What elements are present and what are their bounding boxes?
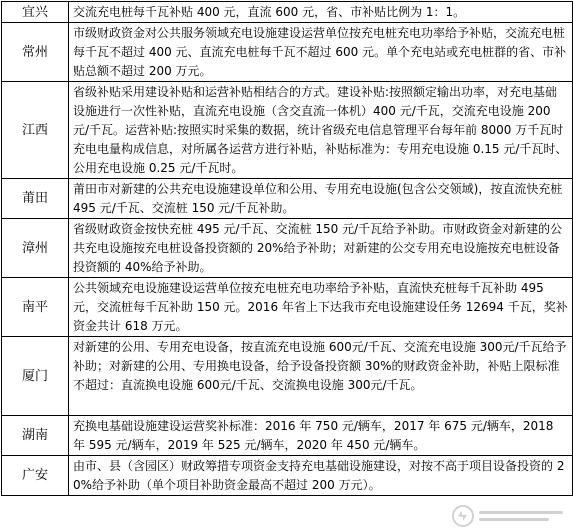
region-cell: 常州 <box>2 23 69 82</box>
table-row <box>2 278 573 337</box>
document-page <box>0 1 573 532</box>
policy-cell: 充换电基础设施建设运营奖补标准：2016 年 750 元/辆车，2017 年 675 元/辆车，2018 年 595 元/辆车，2019 年 525 元/辆车，2020 年 450 元/辆车。 <box>69 416 573 456</box>
table-row <box>2 219 573 278</box>
table-row <box>2 2 573 23</box>
region-cell: 湖南 <box>2 416 69 456</box>
region-cell: 厦门 <box>2 337 69 416</box>
table-row <box>2 179 573 219</box>
region-cell: 宜兴 <box>2 2 69 23</box>
table-row <box>2 337 573 416</box>
region-cell: 莆田 <box>2 179 69 219</box>
policy-cell: 莆田市对新建的公共充电设施建设单位和公用、专用充电设施(包含公交领域)，按直流快充桩 495 元/千瓦、交流桩 150 元/千瓦补助。 <box>69 179 573 219</box>
policy-cell: 由市、县（含园区）财政筹措专项资金支持充电基础设施建设，对按不高于项目设备投资的 20%给予补助（单个项目补助资金最高不超过 200 万元）。 <box>69 456 573 496</box>
region-cell: 漳州 <box>2 219 69 278</box>
region-cell: 江西 <box>2 82 69 179</box>
charging-subsidy-table <box>1 1 573 496</box>
policy-cell: 对新建的公用、专用充电设备，按直流充电设施 600元/千瓦、交流充电设施 300元/千瓦给予补助；对新建的公用、专用换电设备，给予设备投资额 30%的财政资金补助，补贴上限标准不超过：直流换电设施 600元/千瓦、交流换电设施 300元/千瓦。 <box>69 337 573 416</box>
policy-cell: 公共领域充电设施建设运营单位按充电桩充电功率给予补贴，直流快充桩每千瓦补助 495 元，交流桩每千瓦补助 150 元。2016 年省上下达我市充电设施建设任务 12694 千瓦，奖补资金共计 618 万元。 <box>69 278 573 337</box>
region-cell: 广安 <box>2 456 69 496</box>
table-row <box>2 416 573 456</box>
policy-cell: 省级财政资金按快充桩 495 元/千瓦、交流桩 150 元/千瓦给予补助。市财政资金对新建的公共充电设施按充电桩设备投资额的 20%给予补助；对新建的公交专用充电设施按充电桩设备投资额的 40%给予补助。 <box>69 219 573 278</box>
policy-cell: 市级财政资金对公共服务领域充电设施建设运营单位按充电桩充电功率给予补贴，交流充电桩每千瓦不超过 400 元、直流充电桩每千瓦不超过 600 元。单个充电站或充电桩群的省、市补贴总额不超过 200 万元。 <box>69 23 573 82</box>
table-row <box>2 23 573 82</box>
table-row <box>2 82 573 179</box>
policy-cell: 省级补贴采用建设补贴和运营补贴相结合的方式。建设补贴:按照额定输出功率，对充电基础设施进行一次性补贴，直流充电设施（含交直流一体机）400 元/千瓦，交流充电设施 200 元/千瓦。运营补贴:按照实时采集的数据，统计省级充电信息管理平台每年前 8000 万千瓦时充电电量构成信息，对所属各运营方进行补贴，补贴标准为：专用充电设施 0.15 元/千瓦时、公用充电设施 0.25 元/千瓦时。 <box>69 82 573 179</box>
region-cell: 南平 <box>2 278 69 337</box>
table-row <box>2 456 573 496</box>
watermark-logo-icon <box>451 502 569 530</box>
policy-cell: 交流充电桩每千瓦补贴 400 元，直流 600 元，省、市补贴比例为 1：1。 <box>69 2 573 23</box>
